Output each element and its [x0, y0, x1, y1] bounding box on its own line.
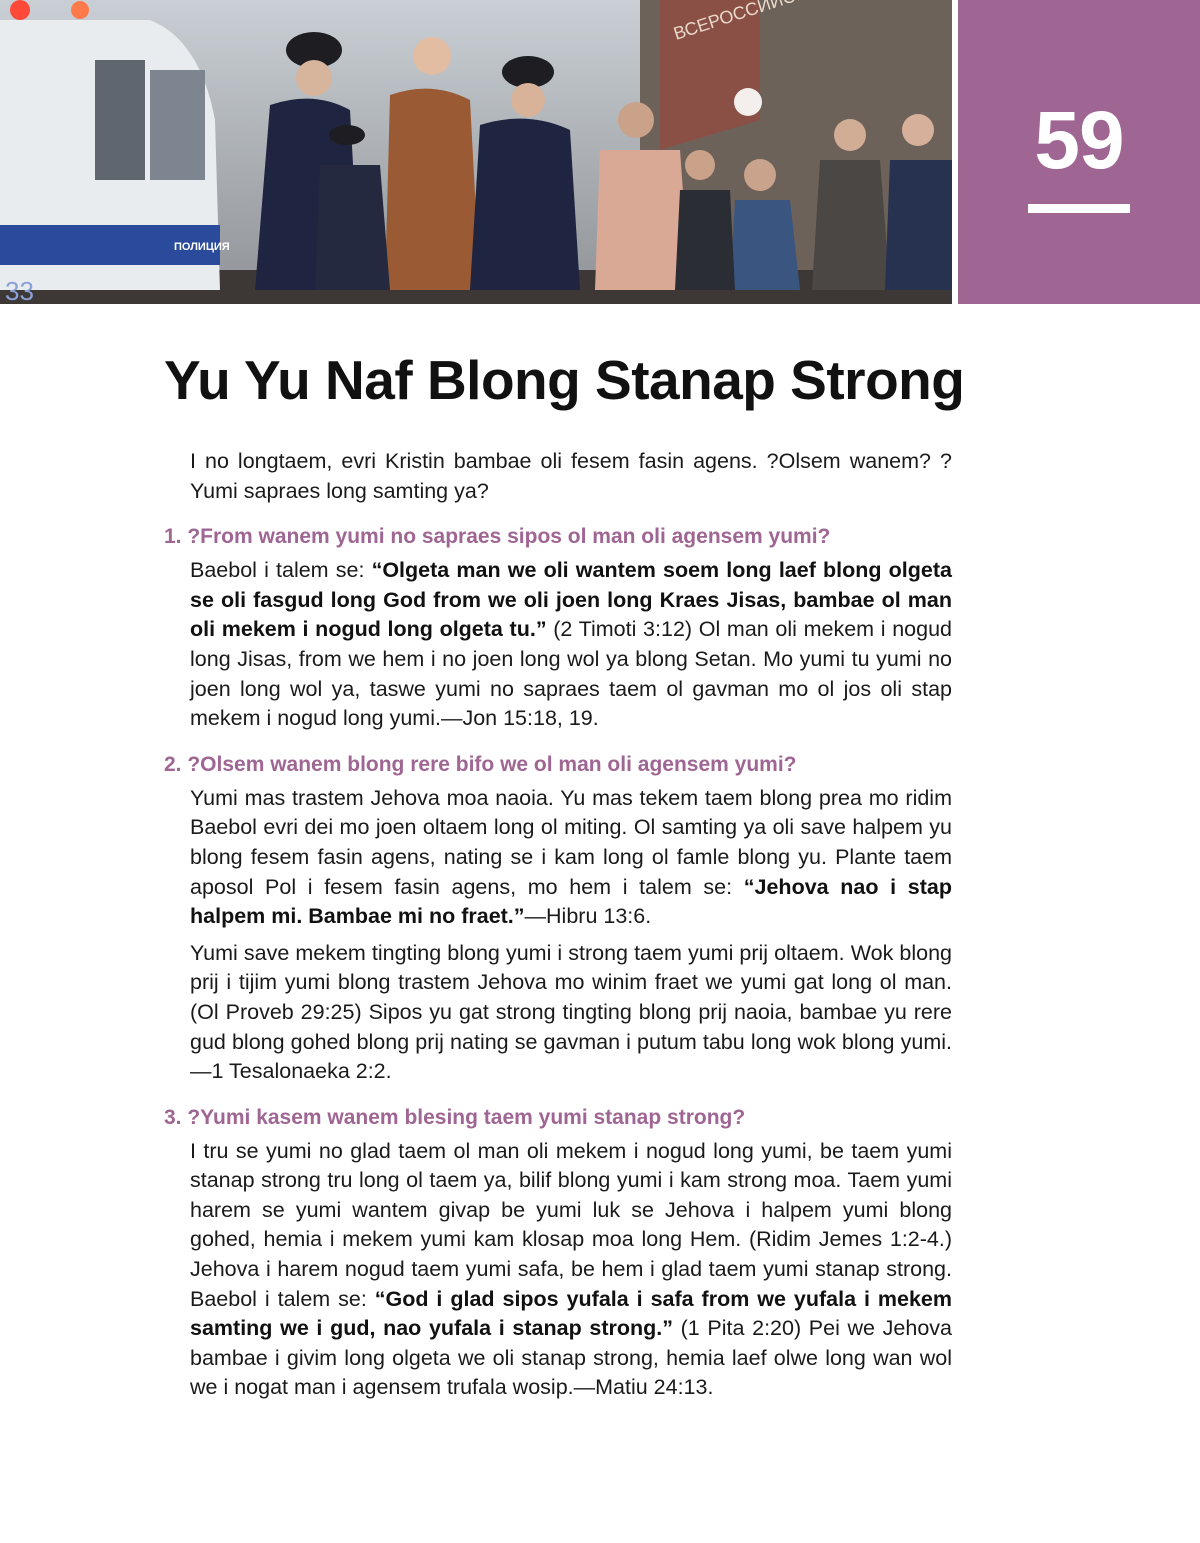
- section-2: [164, 750, 952, 1087]
- section-3: [164, 1103, 952, 1403]
- lesson-body: [164, 447, 952, 1403]
- section-1: [164, 522, 952, 734]
- hero-photo: [0, 0, 952, 304]
- scripture-quote: “Jehova nao i stap halpem mi. Bambae mi no fraet.”: [190, 874, 953, 929]
- text-run: (1 Pita 2:20) Pei we Jehova bambae i givim long olgeta we oli stanap strong, hemia laef olwe long wan wol we i nogat man i agensem trufala wosip.—Matiu 24:13.: [190, 1316, 952, 1400]
- intro-paragraph: I no longtaem, evri Kristin bambae oli fesem fasin agens. ?Olsem wanem? ?Yumi sapraes long samting ya?: [190, 449, 952, 503]
- page-title: Yu Yu Naf Blong Stanap Strong: [164, 349, 965, 411]
- text-run: (2 Timoti 3:12) Ol man oli mekem i nogud long Jisas, from we hem i no joen long wol ya blong Setan. Mo yumi tu yumi no joen long wol ya, taswe yumi no sapraes taem ol gavman mo ol jos oli stap mekem i nogud long yumi.—Jon 15:18, 19.: [190, 617, 952, 731]
- van-number: 33: [5, 276, 34, 304]
- lesson-number-underline: [1028, 204, 1130, 213]
- question-2: 2. ?Olsem wanem blong rere bifo we ol man oli agensem yumi?: [164, 752, 797, 776]
- section-3-paragraph: [190, 1137, 952, 1403]
- scripture-quote: “Olgeta man we oli wantem soem long laef blong olgeta se oli fasgud long God from we oli joen long Kraes Jisas, bambae ol man oli mekem i nogud long olgeta tu.”: [190, 558, 952, 642]
- van-label: ПОЛИЦИЯ: [174, 241, 230, 253]
- text-run: —Hibru 13:6.: [524, 904, 652, 929]
- section-1-paragraph: [190, 556, 952, 734]
- hero-illustration: [0, 0, 952, 304]
- section-2-paragraph-1: [190, 784, 952, 932]
- text-run: I tru se yumi no glad taem ol man oli mekem i nogud long yumi, be taem yumi stanap strong tru long ol taem ya, bilif blong yumi i kam strong moa. Taem yumi harem se yumi wantem givap be yumi luk se Jehova i halpem yumi blong gohed, hemia i mekem yumi kam klosap moa long Hem. (Ridim Jemes 1:2-4.) Jehova i harem nogud taem yumi safa, be hem i glad taem yumi stanap strong. Baebol i talem se:: [190, 1138, 952, 1311]
- question-3: 3. ?Yumi kasem wanem blesing taem yumi stanap strong?: [164, 1105, 746, 1129]
- text-run: Baebol i talem se:: [190, 558, 372, 583]
- lesson-number: 59: [1034, 95, 1124, 186]
- scripture-quote: “God i glad sipos yufala i safa from we yufala i mekem samting we i gud, nao yufala i stanap strong.”: [190, 1286, 952, 1341]
- section-2-paragraph-2: Yumi save mekem tingting blong yumi i strong taem yumi prij oltaem. Wok blong prij i tijim yumi blong trastem Jehova mo winim fraet we yumi gat long ol man. (Ol Proveb 29:25) Sipos yu gat strong tingting blong prij naoia, bambae yu rere gud blong gohed blong prij nating se gavman i putum tabu long wok blong yumi.—1 Tesalonaeka 2:2.: [190, 940, 952, 1084]
- question-1: 1. ?From wanem yumi no sapraes sipos ol man oli agensem yumi?: [164, 525, 831, 549]
- text-run: Yumi mas trastem Jehova moa naoia. Yu mas tekem taem blong prea mo ridim Baebol evri dei mo joen oltaem long ol miting. Ol samting ya oli save halpem yu blong fesem fasin agens, nating se i kam long ol famle blong yu. Plante taem aposol Pol i fesem fasin agens, mo hem i talem se:: [190, 785, 952, 899]
